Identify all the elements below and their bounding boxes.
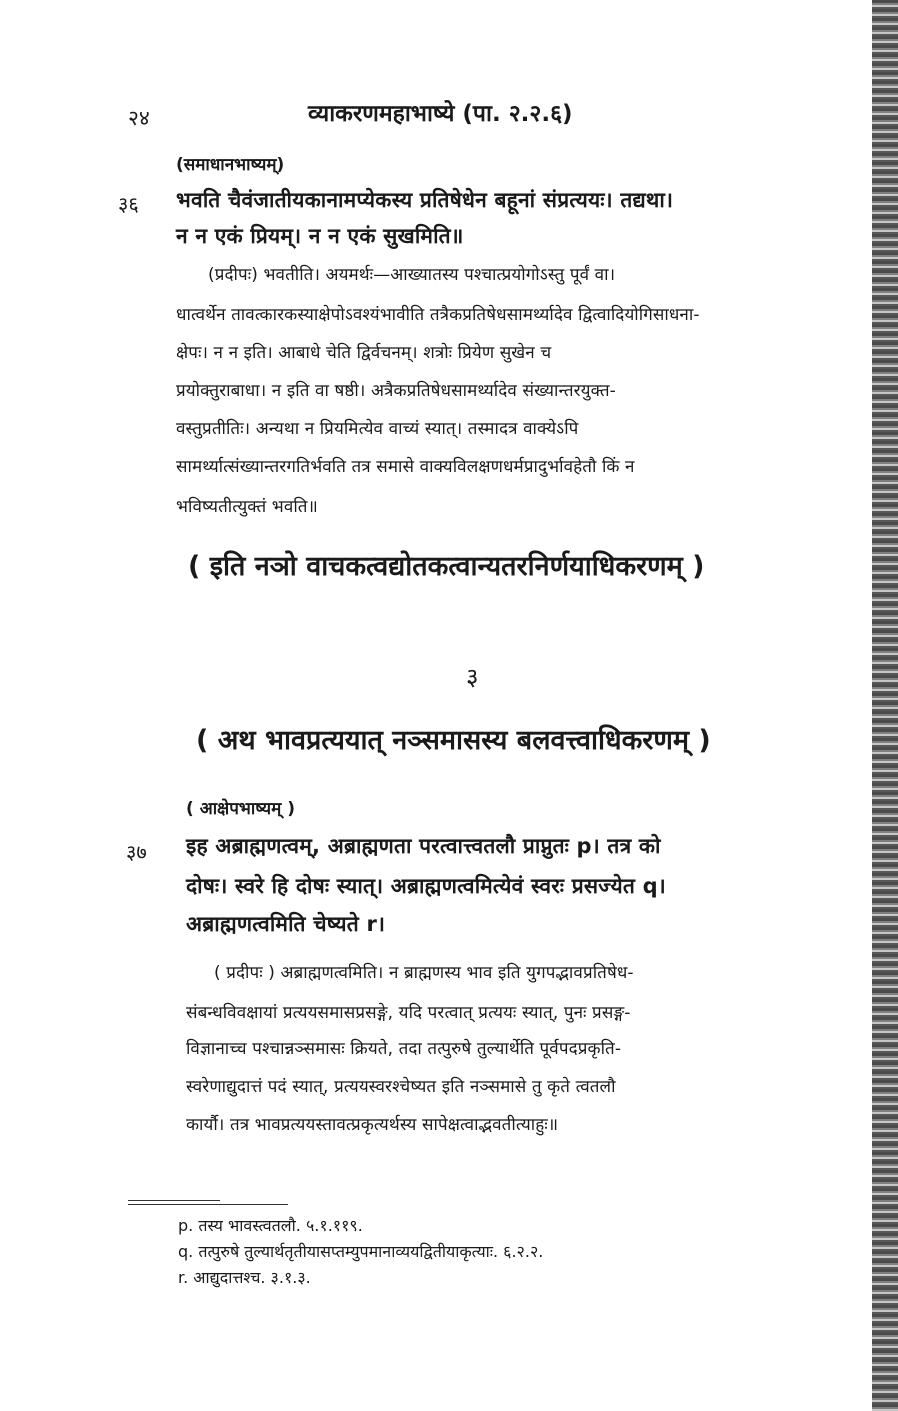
bhashya-line-1: इह अब्राह्मणत्वम्, अब्राह्मणता परत्वात्त्वतलौ प्राप्नुतः p। तत्र को: [186, 834, 661, 858]
scan-page-edge: [872, 0, 898, 1411]
paragraph-number: ३६: [118, 192, 139, 216]
section-label-akshepa: ( आक्षेपभाष्यम् ): [186, 799, 296, 819]
footnote-r: r. आद्युदात्तश्च. ३.१.३.: [178, 1268, 311, 1287]
pradipa-line-6: सामर्थ्यात्संख्यान्तरगतिर्भवति तत्र समासे वाक्यविलक्षणधर्मप्रादुर्भावहेतौ किं न: [176, 457, 635, 477]
pradipa-line-4: स्वरेणाद्युदात्तं पदं स्यात्, प्रत्ययस्वरश्चेष्यत इति नञ्समासे तु कृते त्वतलौ: [186, 1077, 616, 1097]
pradipa-line-4: प्रयोक्तुराबाधा। न इति वा षष्ठी। अत्रैकप्रतिषेधसामर्थ्यादेव संख्यान्तरयुक्त-: [176, 381, 616, 401]
bhashya-line-2: दोषः। स्वरे हि दोषः स्यात्। अब्राह्मणत्वमित्येवं स्वरः प्रसज्येत q।: [186, 874, 666, 898]
section-number: ३: [466, 663, 479, 691]
bhashya-line-2: न न एकं प्रियम्। न न एकं सुखमिति॥: [176, 224, 464, 248]
pradipa-line-2: संबन्धविवक्षायां प्रत्ययसमासप्रसङ्गे, यदि परत्वात् प्रत्ययः स्यात्, पुनः प्रसङ्ग-: [186, 1003, 631, 1023]
pradipa-line-1: (प्रदीपः) भवतीति। अयमर्थः—आख्यातस्य पश्चात्प्रयोगोऽस्तु पूर्वं वा।: [208, 265, 616, 285]
section-label-samadhana: (समाधानभाष्यम्): [176, 155, 285, 175]
pradipa-line-5: कार्यौ। तत्र भावप्रत्ययस्तावत्प्रकृत्यर्थस्य सापेक्षत्वाद्भवतीत्याहुः॥: [186, 1115, 559, 1135]
footnote-p: p. तस्य भावस्त्वतलौ. ५.१.११९.: [178, 1216, 363, 1235]
pradipa-line-5: वस्तुप्रतीतिः। अन्यथा न प्रियमित्येव वाच्यं स्यात्। तस्मादत्र वाक्येऽपि: [176, 419, 579, 439]
footnote-q: q. तत्पुरुषे तुल्यार्थतृतीयासप्तम्युपमानाव्ययद्वितीयाकृत्याः. ६.२.२.: [178, 1242, 544, 1261]
running-title: व्याकरणमहाभाष्ये (पा. २.२.६): [308, 101, 573, 127]
pradipa-line-7: भविष्यतीत्युक्तं भवति॥: [176, 497, 318, 517]
pradipa-line-3: क्षेपः। न न इति। आबाधे चेति द्विर्वचनम्। शत्रोः प्रियेण सुखेन च: [176, 343, 552, 363]
adhikarana-opening-heading: ( अथ भावप्रत्ययात् नञ्समासस्य बलवत्त्वाधिकरणम् ): [196, 725, 711, 756]
bhashya-line-3: अब्राह्मणत्वमिति चेष्यते r।: [186, 912, 386, 936]
footnote-divider: [128, 1200, 220, 1201]
bhashya-line-1: भवति चैवंजातीयकानामप्येकस्य प्रतिषेधेन बहूनां संप्रत्ययः। तद्यथा।: [176, 188, 674, 212]
footnote-divider: [128, 1204, 288, 1205]
pradipa-line-1: ( प्रदीपः ) अब्राह्मणत्वमिति। न ब्राह्मणस्य भाव इति युगपद्भावप्रतिषेध-: [214, 963, 634, 983]
page-number: २४: [128, 106, 150, 130]
pradipa-line-2: धात्वर्थेन तावत्कारकस्याक्षेपोऽवश्यंभावीति तत्रैकप्रतिषेधसामर्थ्यादेव द्वित्वादियोगिसाधना-: [176, 305, 700, 325]
adhikarana-closing-heading: ( इति नञो वाचकत्वद्योतकत्वान्यतरनिर्णयाधिकरणम् ): [188, 551, 705, 582]
pradipa-line-3: विज्ञानाच्च पश्चान्नञ्समासः क्रियते, तदा तत्पुरुषे तुल्यार्थेति पूर्वपदप्रकृति-: [186, 1039, 622, 1059]
paragraph-number: ३७: [126, 840, 147, 864]
